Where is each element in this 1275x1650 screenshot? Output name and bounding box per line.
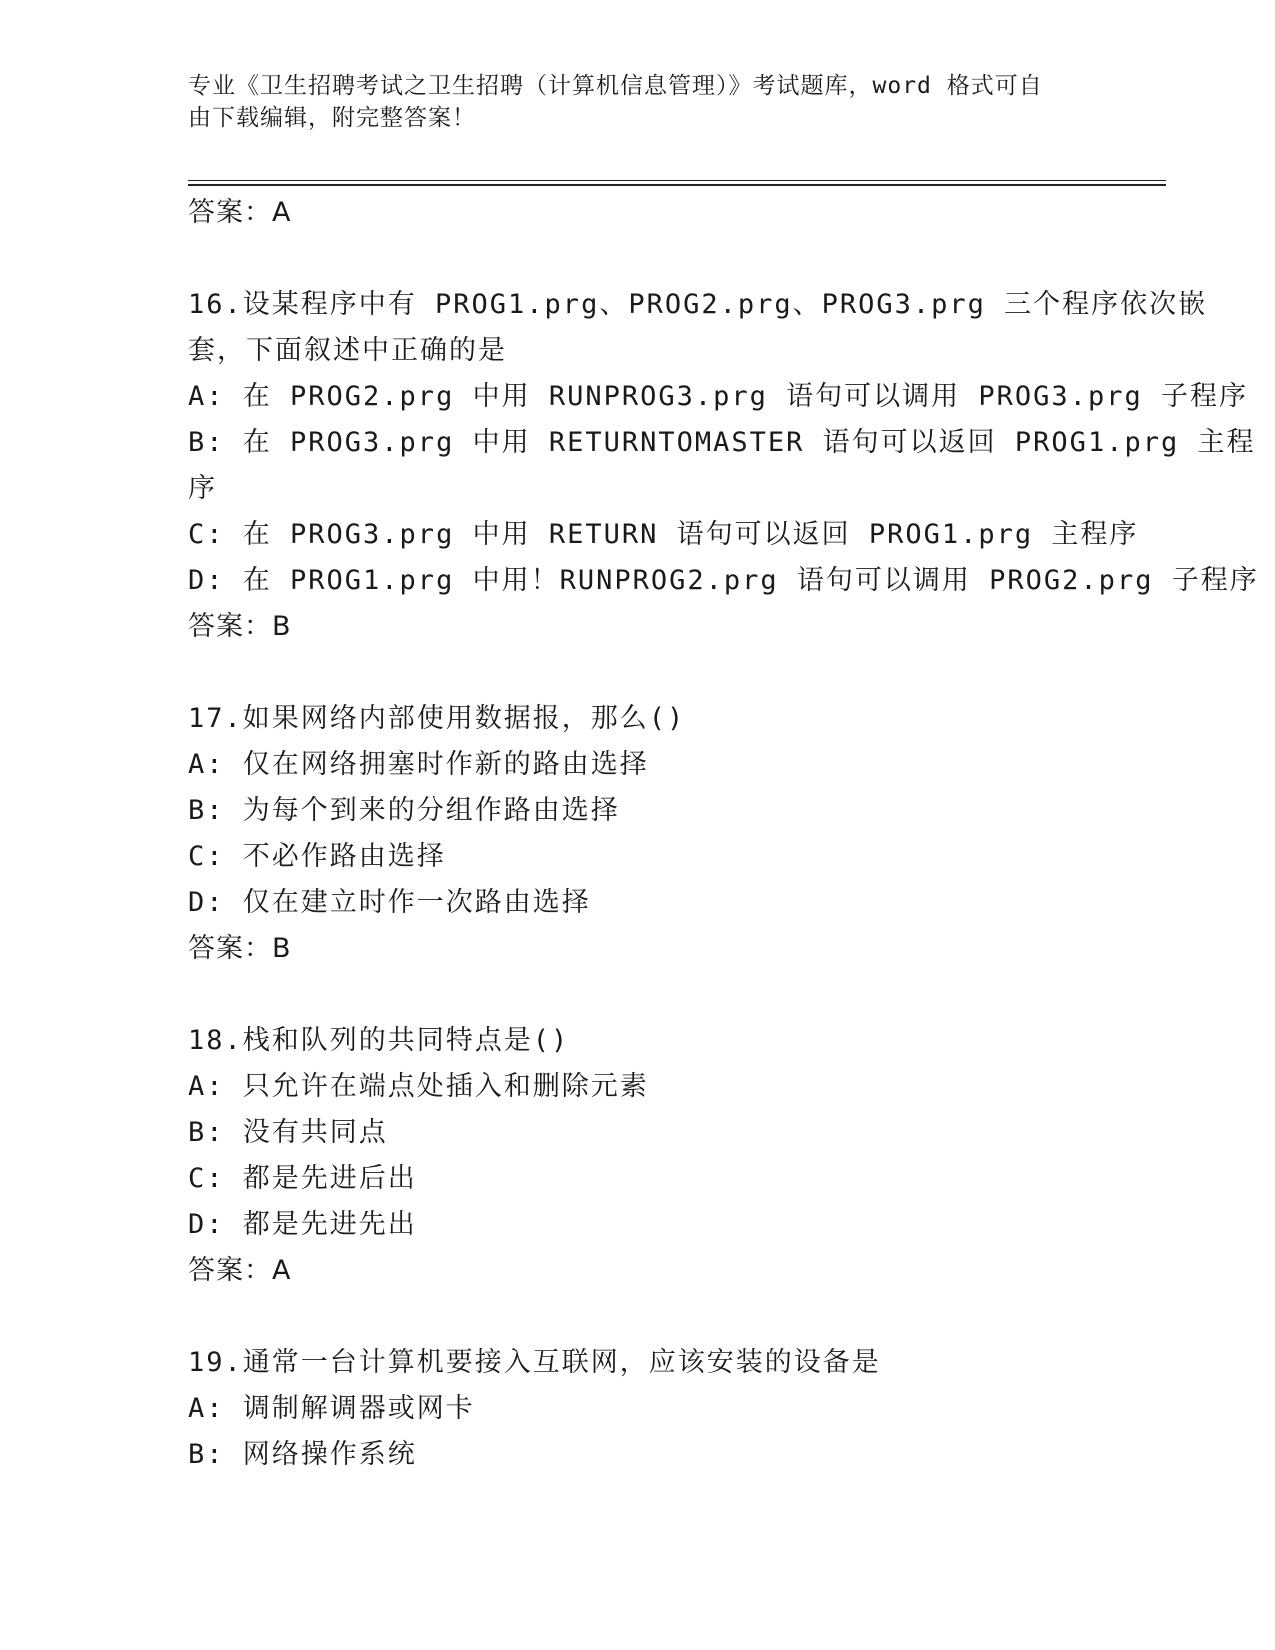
header-divider-thin: [188, 180, 1166, 181]
option-a: A: 只允许在端点处插入和删除元素: [188, 1071, 649, 1102]
option-c: C: 在 PROG3.prg 中用 RETURN 语句可以返回 PROG1.prg 主程序: [188, 519, 1139, 550]
header-divider-thick: [188, 184, 1166, 186]
option-b: B: 没有共同点: [188, 1117, 388, 1148]
question-list: [188, 190, 1259, 1478]
question-stem: 17.如果网络内部使用数据报，那么(): [188, 703, 686, 734]
spacer: [188, 1294, 1088, 1340]
question-stem: 18.栈和队列的共同特点是(): [188, 1025, 570, 1056]
option-b-continued: 序: [188, 473, 217, 504]
question-block: [188, 282, 1259, 650]
spacer: [188, 972, 1088, 1018]
header-line-1: 专业《卫生招聘考试之卫生招聘（计算机信息管理）》考试题库，word 格式可自: [188, 73, 1043, 99]
answer-line: 答案：B: [188, 933, 292, 964]
question-stem: 19.通常一台计算机要接入互联网，应该安装的设备是: [188, 1347, 881, 1378]
answer-line: 答案：A: [188, 1255, 292, 1286]
option-d: D: 仅在建立时作一次路由选择: [188, 887, 591, 918]
option-a: A: 仅在网络拥塞时作新的路由选择: [188, 749, 649, 780]
option-c: C: 都是先进后出: [188, 1163, 417, 1194]
option-b: B: 在 PROG3.prg 中用 RETURNTOMASTER 语句可以返回 PROG1.prg 主程: [188, 427, 1256, 458]
question-block: [188, 696, 1088, 972]
question-stem: 套，下面叙述中正确的是: [188, 335, 507, 366]
header-line-2: 由下载编辑，附完整答案！: [188, 105, 476, 131]
option-a: A: 在 PROG2.prg 中用 RUNPROG3.prg 语句可以调用 PROG3.prg 子程序: [188, 381, 1248, 412]
spacer: [188, 236, 1088, 282]
option-d: D: 在 PROG1.prg 中用！RUNPROG2.prg 语句可以调用 PROG2.prg 子程序: [188, 565, 1259, 596]
option-d: D: 都是先进先出: [188, 1209, 417, 1240]
option-a: A: 调制解调器或网卡: [188, 1393, 475, 1424]
answer-line: 答案：B: [188, 611, 292, 642]
option-b: B: 网络操作系统: [188, 1439, 417, 1470]
question-block: [188, 1018, 1088, 1294]
option-b: B: 为每个到来的分组作路由选择: [188, 795, 620, 826]
question-stem: 16.设某程序中有 PROG1.prg、PROG2.prg、PROG3.prg 三个程序依次嵌: [188, 289, 1208, 320]
option-c: C: 不必作路由选择: [188, 841, 446, 872]
answer-line: 答案：A: [188, 197, 292, 228]
question-block: [188, 1340, 1088, 1478]
spacer: [188, 650, 1088, 696]
document-header: [188, 70, 1088, 134]
